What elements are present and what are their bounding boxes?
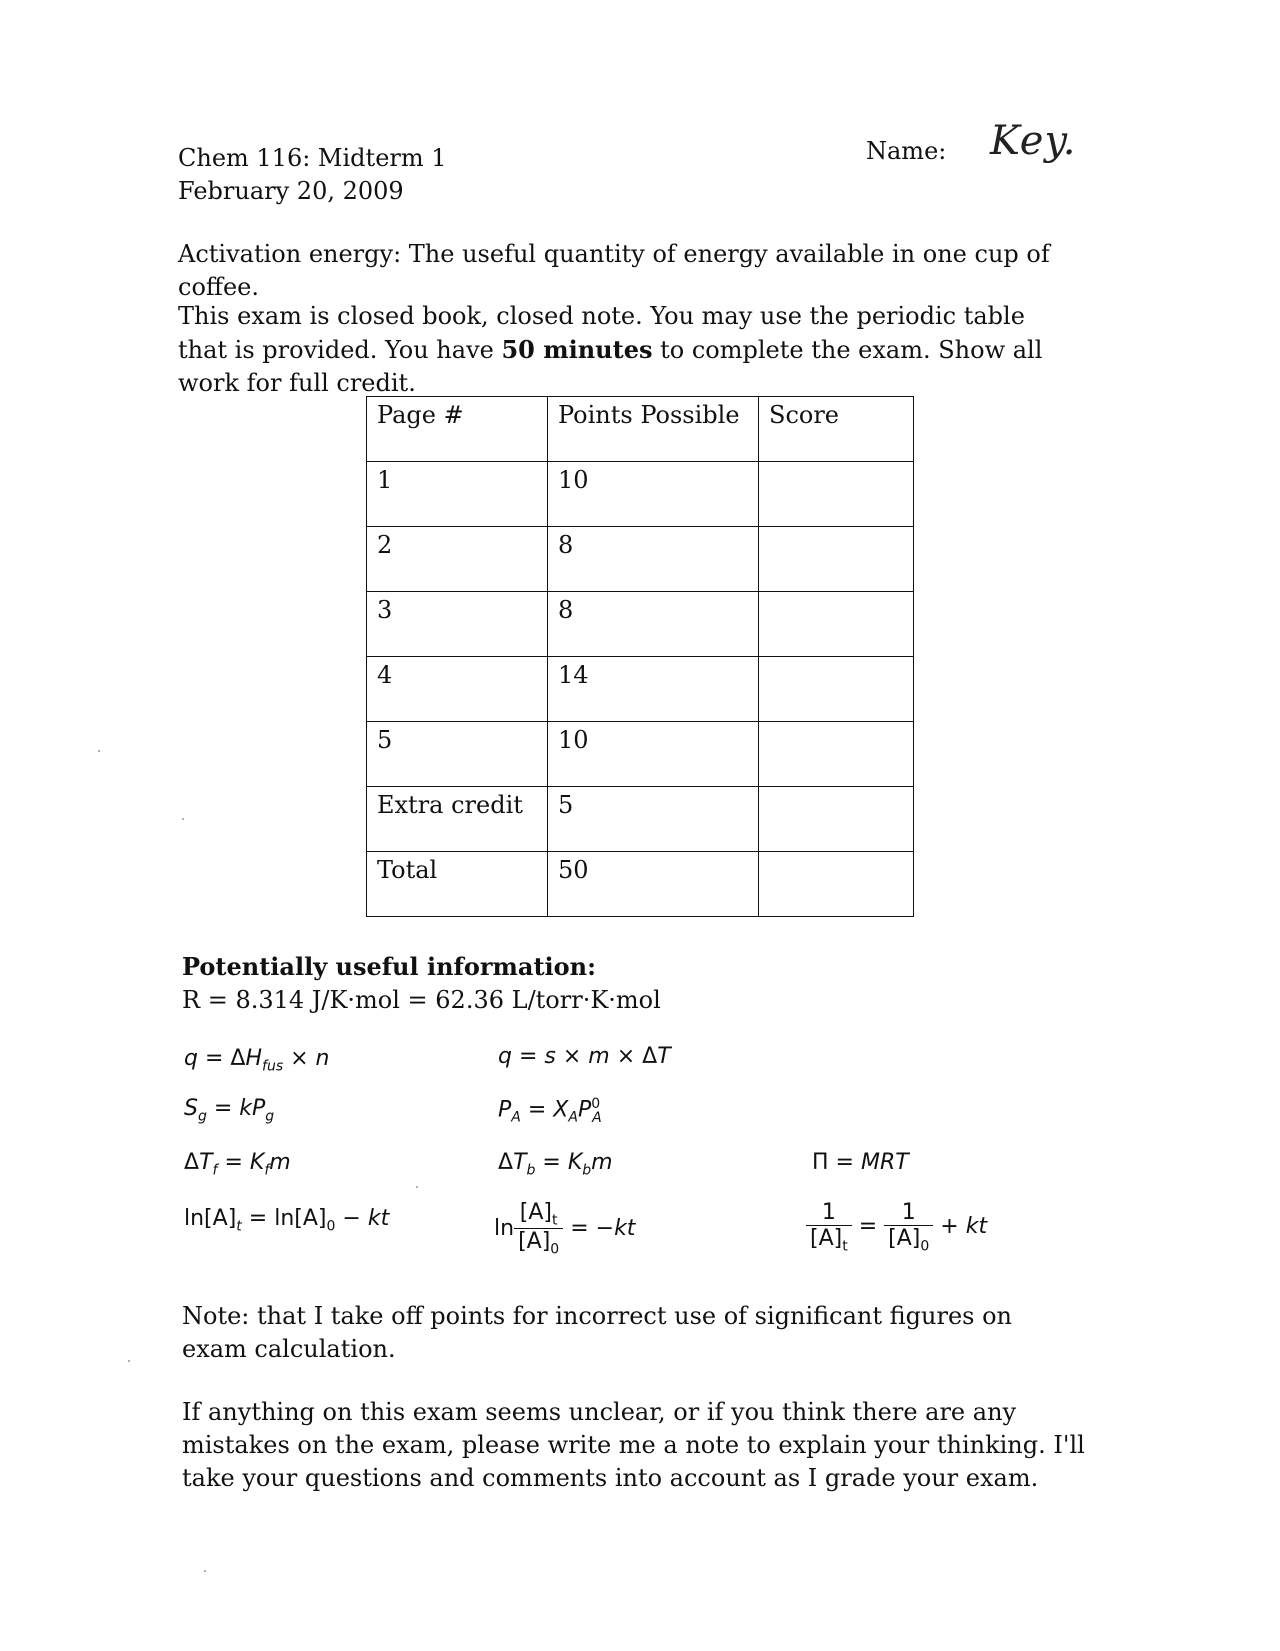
row-points: 8: [548, 527, 759, 592]
instructions-time: 50 minutes: [501, 335, 653, 364]
table-row: [367, 852, 914, 917]
row-page: Total: [367, 852, 548, 917]
row-page: 2: [367, 527, 548, 592]
exam-date: February 20, 2009: [178, 177, 404, 205]
eq-second-order: $\frac{1}{[A]_t}$ = $\frac{1}{[A]_0}$ + kt: [806, 1200, 987, 1254]
scan-speck: [98, 750, 100, 752]
row-page: 4: [367, 657, 548, 722]
instructions-text-2: to complete the exam. Show all work for full credit.: [178, 336, 1043, 397]
row-score[interactable]: [759, 462, 914, 527]
course-title: Chem 116: Midterm 1: [178, 144, 447, 172]
name-label: Name:: [866, 137, 947, 165]
row-score[interactable]: [759, 722, 914, 787]
header-points: Points Possible: [548, 397, 759, 462]
eq-freezing-point: $\Delta T_f = K_fm$: [184, 1150, 291, 1179]
name-handwritten: Key.: [990, 118, 1077, 164]
row-score[interactable]: [759, 852, 914, 917]
scan-speck: [182, 818, 184, 820]
scan-speck: [128, 1360, 130, 1362]
row-score[interactable]: [759, 592, 914, 657]
scan-speck: [416, 1186, 418, 1188]
header-score: Score: [759, 397, 914, 462]
eq-raoult-law: $P_A = X_AP^0_A$: [498, 1096, 602, 1126]
row-score[interactable]: [759, 657, 914, 722]
header-page: Page #: [367, 397, 548, 462]
row-points: 10: [548, 722, 759, 787]
eq-henry-law: $S_g = kP_g$: [184, 1096, 275, 1125]
eq-boiling-point: $\Delta T_b = K_bm$: [498, 1150, 613, 1179]
eq-specific-heat: q = s × m × ΔT: [498, 1044, 671, 1069]
row-points: 5: [548, 787, 759, 852]
instructions: [178, 300, 1058, 400]
sig-figs-note: Note: that I take off points for incorrect use of significant figures on exam calculation.: [182, 1302, 1013, 1363]
table-row: [367, 527, 914, 592]
info-heading: Potentially useful information:: [182, 952, 596, 981]
row-page: 1: [367, 462, 548, 527]
row-page: 5: [367, 722, 548, 787]
row-points: 8: [548, 592, 759, 657]
row-score[interactable]: [759, 787, 914, 852]
score-table: [366, 396, 914, 917]
row-points: 50: [548, 852, 759, 917]
row-points: 14: [548, 657, 759, 722]
eq-osmotic-pressure: Π = MRT: [812, 1150, 909, 1175]
table-row: [367, 657, 914, 722]
instructions-text-1: This exam is closed book, closed note. You may use the periodic table that is provided. You have: [178, 302, 1025, 364]
table-header-row: [367, 397, 914, 462]
scan-speck: [204, 1570, 206, 1572]
row-page: Extra credit: [367, 787, 548, 852]
row-points: 10: [548, 462, 759, 527]
table-row: [367, 462, 914, 527]
row-page: 3: [367, 592, 548, 657]
table-row: [367, 722, 914, 787]
row-score[interactable]: [759, 527, 914, 592]
table-row: [367, 787, 914, 852]
eq-heat-fusion: $q = \Delta H_{fus} \times n$: [184, 1046, 330, 1075]
eq-first-order-ratio: ln $\frac{[A]_t}{[A]_0}$ = −kt: [494, 1200, 636, 1258]
gas-constant: R = 8.314 J/K·mol = 62.36 L/torr·K·mol: [182, 986, 661, 1014]
table-row: [367, 592, 914, 657]
eq-first-order-log: $\ln[A]_t = \ln[A]_0$ − kt: [184, 1206, 390, 1235]
activation-energy-joke: Activation energy: The useful quantity of energy available in one cup of coffee.: [178, 240, 1050, 301]
unclear-note: If anything on this exam seems unclear, or if you think there are any mistakes on the exam, please write me a note to explain your thinking. I'll take your questions and comments into account as I grade your exam.: [182, 1398, 1085, 1492]
